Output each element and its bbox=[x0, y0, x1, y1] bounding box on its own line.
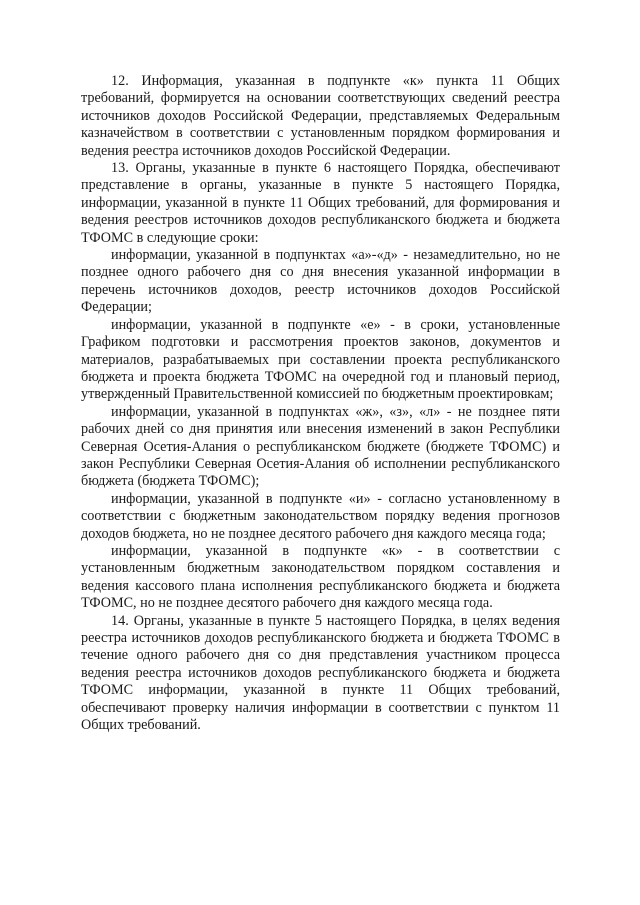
paragraph-12: 12. Информация, указанная в подпункте «к» пункта 11 Общих требований, формируется на основании соответствующих сведений реестра источников доходов Российской Федерации, представляемых Федеральным казначейством в соответствии с установленным порядком формирования и ведения реестра источников доходов Российской Федерации. bbox=[81, 73, 560, 159]
paragraph-13-item-e: информации, указанной в подпункте «е» - в сроки, установленные Графиком подготовки и рассмотрения проектов законов, документов и материалов, разрабатываемых при составлении проекта республиканского бюджета и проекта бюджета ТФОМС на очередной год и плановый период, утвержденный Правительственной комиссией по бюджетным проектировкам; bbox=[81, 316, 560, 403]
paragraph-13-item-k: информации, указанной в подпункте «к» - в соответствии с установленным бюджетным законодательством порядком составления и ведения кассового плана исполнения республиканского бюджета и бюджета ТФОМС, но не позднее десятого рабочего дня каждого месяца года. bbox=[81, 542, 560, 612]
paragraph-13: 13. Органы, указанные в пункте 6 настоящего Порядка, обеспечивают представление в органы, указанные в пункте 5 настоящего Порядка, информации, указанной в пункте 11 Общих требований, для формирования и ведения реестров источников доходов республиканского бюджета и бюджета ТФОМС в следующие сроки: bbox=[81, 160, 560, 246]
document-body bbox=[81, 73, 560, 734]
paragraph-14: 14. Органы, указанные в пункте 5 настоящего Порядка, в целях ведения реестра источников доходов республиканского бюджета и бюджета ТФОМС в течение одного рабочего дня со дня представления участником процесса ведения реестра источников доходов республиканского бюджета и бюджета ТФОМС информации, указанной в пункте 11 Общих требований, обеспечивают проверку наличия информации в соответствии с пунктом 11 Общих требований. bbox=[81, 612, 560, 734]
paragraph-13-item-zh-z-l: информации, указанной в подпунктах «ж», «з», «л» - не позднее пяти рабочих дней со дня принятия или внесения изменений в закон Республики Северная Осетия-Алания о республиканском бюджете (бюджете ТФОМС) и закон Республики Северная Осетия-Алания об исполнении республиканского бюджета (бюджета ТФОМС); bbox=[81, 403, 560, 490]
paragraph-13-item-i: информации, указанной в подпункте «и» - согласно установленному в соответствии с бюджетным законодательством порядку ведения прогнозов доходов бюджета, но не позднее десятого рабочего дня каждого месяца года; bbox=[81, 490, 560, 542]
paragraph-13-item-a-d: информации, указанной в подпунктах «а»-«д» - незамедлительно, но не позднее одного рабочего дня со дня внесения указанной информации в перечень источников доходов, реестр источников доходов Российской Федерации; bbox=[81, 247, 560, 316]
